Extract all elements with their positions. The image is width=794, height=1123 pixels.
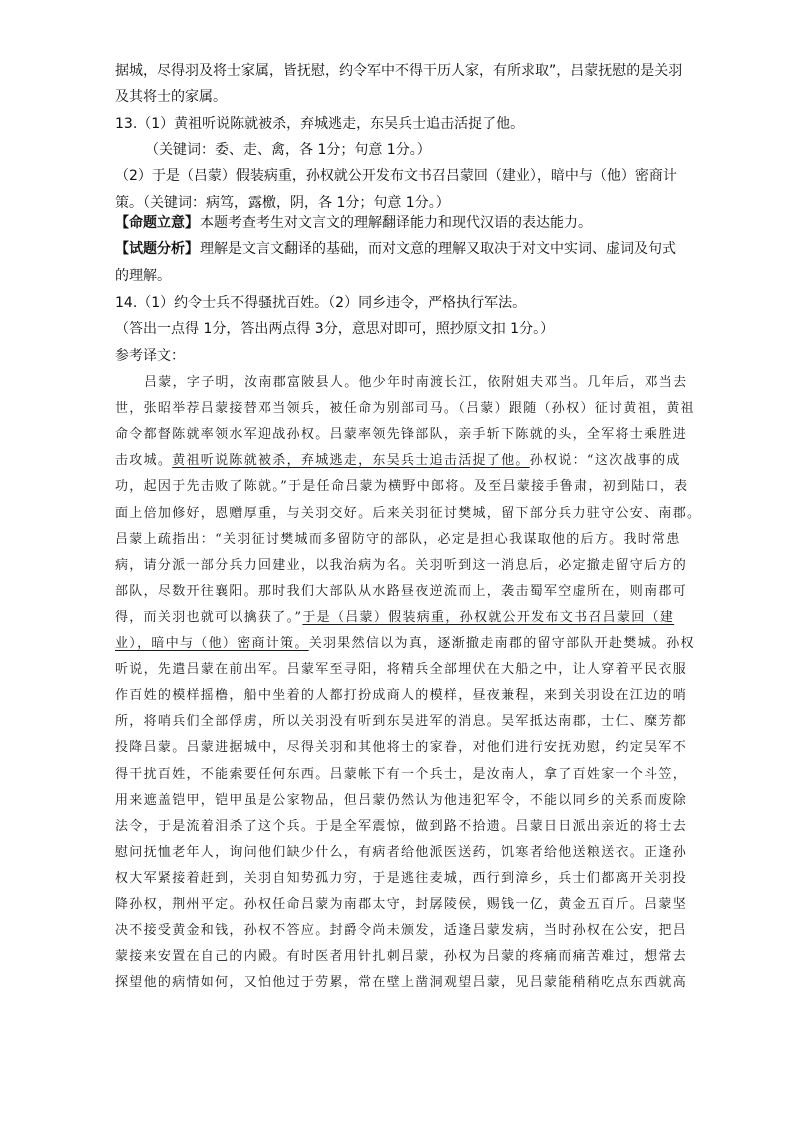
underlined-segment: 业），暗中与（他）密商计策。: [115, 636, 309, 651]
text-segment: 用来遮盖铠甲，铠甲虽是公家物品，但吕蒙仍然认为他违犯军令，不能以同乡的关系而废除: [115, 792, 688, 808]
intent-text: 本题考查考生对文言文的理解翻译能力和现代汉语的表达能力。: [200, 215, 592, 231]
translation-line-text: [115, 791, 687, 811]
translation-line-text: [115, 973, 687, 993]
translation-line-text: [115, 738, 687, 758]
text-segment: 得干扰百姓，不能索要任何东西。吕蒙帐下有一个兵士，是汝南人，拿了百姓家一个斗笠，: [115, 766, 688, 782]
text-segment: 法令，于是流着泪杀了这个兵。于是全军震惊，做到路不拾遗。吕蒙日日派出亲近的将士去: [115, 818, 688, 834]
translation-line-text: [115, 582, 687, 602]
translation-line-text: [115, 869, 687, 889]
intent-tag: 【命题立意】: [115, 215, 199, 231]
text-segment: 探望他的病情如何，又怕他过于劳累，常在壁上凿洞观望吕蒙，见吕蒙能稍稍吃点东西就高: [115, 975, 688, 991]
text-segment: 得，而关羽也就可以擒获了。”: [115, 609, 303, 625]
text-segment: 击攻城。: [115, 453, 173, 469]
translation-line-text: [115, 451, 681, 471]
text-segment: 所，将哨兵们全部俘虏，所以关羽没有听到东吴进军的消息。吴军抵达南郡，士仁、糜芳都: [115, 714, 688, 730]
translation-line-text: [115, 504, 701, 524]
q14-line-1: 14.（1）约令士兵不得骚扰百姓。（2）同乡违令，严格执行军法。: [115, 295, 527, 311]
text-segment: 面上倍加修好，恩赠厚重，与关羽交好。后来关羽征讨樊城，留下部分兵力驻守公安、南郡。: [115, 505, 702, 521]
underlined-segment: 于是（吕蒙）假装病重，孙权就公开发布文书召吕蒙回（建: [302, 609, 675, 625]
text-segment: 慰问抚恤老年人，询问他们缺少什么，有病者给他派医送药，饥寒者给他送粮送衣。正逢孙: [115, 844, 688, 860]
translation-line-text: [115, 660, 687, 680]
text-segment: 孙权说：“这次战事的成: [529, 453, 681, 469]
text-segment: 听说，先遣吕蒙在前出军。吕蒙军至寻阳，将精兵全部埋伏在大船之中，让人穿着平民衣服: [115, 662, 688, 678]
analysis-tag: 【试题分析】: [115, 241, 199, 257]
translation-line-text: [115, 530, 681, 550]
answer-line-text: （关键词：委、走、禽，各 1分；句意 1分。）: [145, 142, 431, 158]
analysis-cont-text: 的理解。: [115, 268, 171, 284]
reference-title-text: 参考译文：: [115, 348, 185, 364]
translation-line-text: [115, 477, 688, 497]
translation-line-text: [115, 947, 687, 967]
text-segment: 蒙接来安置在自己的内殿。有时医者用针扎刺吕蒙，孙权为吕蒙的疼痛而痛苦难过，想常去: [115, 949, 688, 965]
translation-line-text: [115, 817, 687, 837]
translation-line-text: [115, 895, 687, 915]
answer-line-text: 策。（关键词：病笃，露檄，阴，各 1分；句意 1分。）: [115, 195, 450, 211]
text-segment: 投降吕蒙。吕蒙进据城中，尽得关羽和其他将士的家眷，对他们进行安抚劝慰，约定吴军不: [115, 740, 688, 756]
text-segment: 吕蒙，字子明，汝南郡富陂县人。他少年时南渡长江，依附姐夫邓当。几年后，邓当去: [144, 375, 688, 390]
translation-line-text: [115, 765, 687, 785]
answer-line-text: （2）于是（吕蒙）假装病重，孙权就公开发布文书召吕蒙回（建业），暗中与（他）密商计: [115, 168, 677, 184]
analysis-text: 理解是文言文翻译的基础，而对文意的理解又取决于对文中实词、虚词及句式: [200, 241, 676, 257]
answer-line-text: 13.（1）黄祖听说陈就被杀，弃城逃走，东吴兵士追击活捉了他。: [115, 116, 525, 132]
text-segment: 吕蒙上疏指出：“关羽征讨樊城而多留防守的部队，必定是担心我谋取他的后方。我时常患: [115, 531, 681, 547]
answer-line-text: 据城，尽得羽及将士家属，皆抚慰，约令军中不得干历人家，有所求取”，吕蒙抚慰的是关羽: [115, 63, 683, 79]
text-segment: 作百姓的模样摇橹，船中坐着的人都打扮成商人的模样，昼夜兼程，来到关羽设在江边的哨: [115, 688, 688, 704]
answer-line-text: 及其将士的家属。: [115, 89, 227, 105]
text-segment: 功，起因于先击败了陈就。”于是任命吕蒙为横野中郎将。及至吕蒙接手鲁肃，初到陆口，表: [115, 479, 689, 495]
translation-line-text: [115, 843, 687, 863]
translation-line-text: [115, 556, 687, 576]
text-segment: 病，请分派一部分兵力回建业，以我治病为名。关羽听到这一消息后，必定撤走留守后方的: [115, 557, 688, 573]
text-segment: 决不接受黄金和钱，孙权不答应。封爵令尚未颁发，适逢吕蒙发病，当时孙权在公安，把吕: [115, 923, 688, 939]
translation-line-text: [115, 686, 687, 706]
text-segment: 权大军紧接着赶到，关羽自知势孤力穷，于是逃往麦城，西行到漳乡，兵士们都离开关羽投: [115, 870, 688, 886]
q14-line-2: （答出一点得 1分，答出两点得 3分，意思对即可，照抄原文扣 1分。）: [115, 321, 555, 337]
translation-line-text: [115, 608, 674, 628]
text-segment: 部队，尽数开往襄阳。那时我们大部队从水路昼夜逆流而上，袭击蜀军空虚所在，则南郡可: [115, 583, 688, 599]
translation-line-text: [115, 399, 695, 419]
translation-line-text: [115, 712, 687, 732]
text-segment: 关羽果然信以为真，逐渐撤走南郡的留守部队开赴樊城。孙权: [308, 636, 695, 651]
text-segment: 命令都督陈就率领水军迎战孙权。吕蒙率领先锋部队，亲手斩下陈就的头，全军将士乘胜进: [115, 427, 688, 443]
translation-line-text: [144, 373, 687, 393]
text-segment: 降孙权，荆州平定。孙权任命吕蒙为南郡太守，封孱陵侯，赐钱一亿，黄金五百斤。吕蒙坚: [115, 897, 688, 912]
translation-line-text: [115, 425, 687, 445]
translation-line-text: [115, 921, 687, 941]
underlined-segment: 黄祖听说陈就被杀，弃城逃走，东吴兵士追击活捉了他。: [172, 453, 530, 469]
translation-line-text: [115, 634, 695, 654]
text-segment: 世，张昭举荐吕蒙接替邓当领兵，被任命为别部司马。（吕蒙）跟随（孙权）征讨黄祖，黄祖: [115, 401, 695, 417]
